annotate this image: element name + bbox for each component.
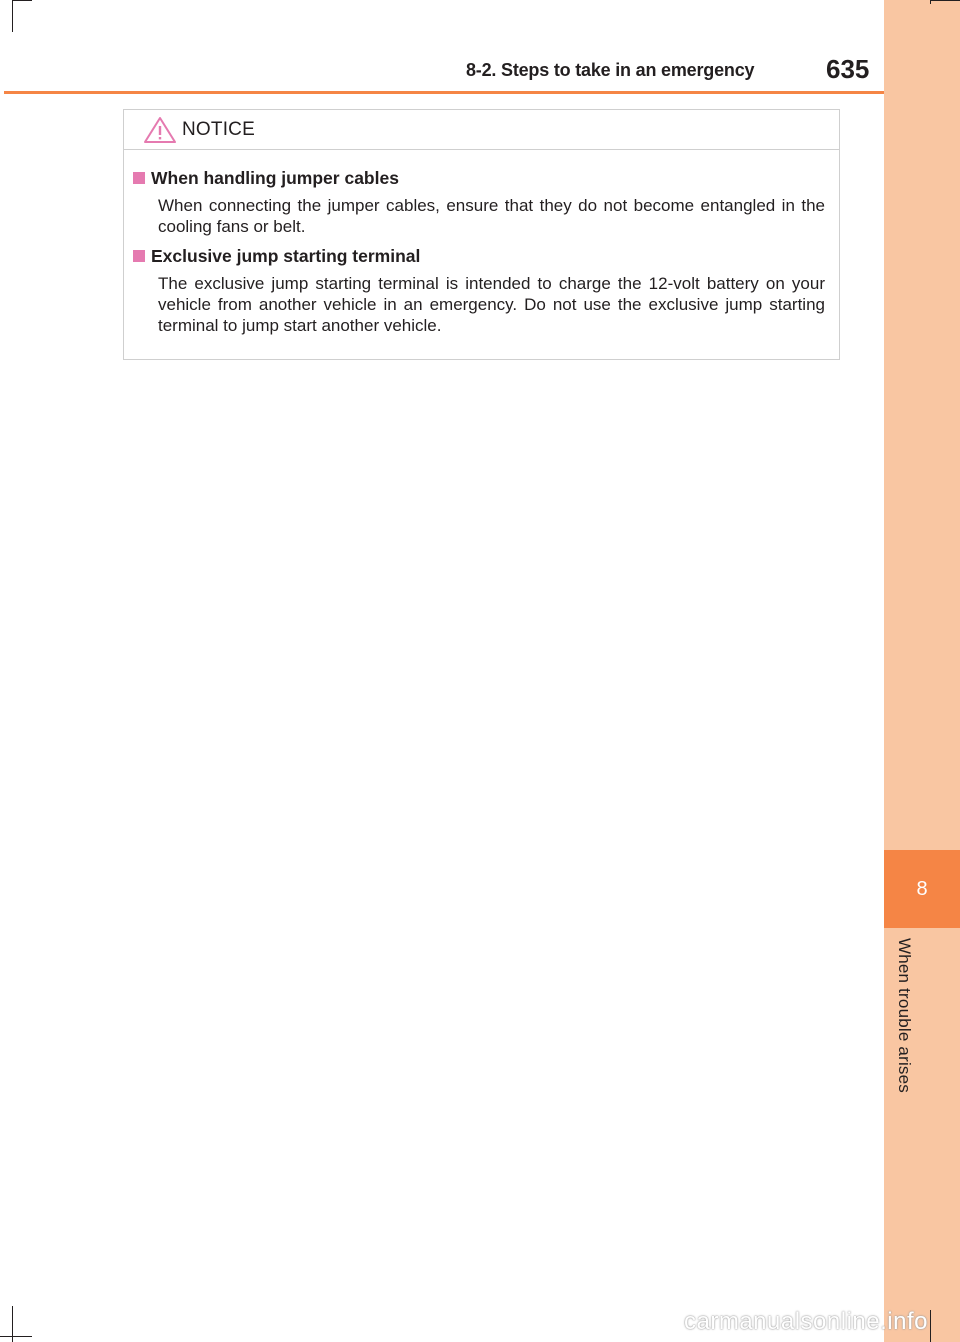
crop-mark-top-left-v — [12, 0, 13, 32]
header-rule — [4, 91, 884, 94]
crop-mark-top-right-v — [930, 0, 931, 4]
crop-mark-bottom-left-h — [0, 1336, 32, 1337]
square-bullet-icon — [133, 250, 145, 262]
section-title: 8-2. Steps to take in an emergency — [466, 60, 755, 80]
notice-item-heading-text: Exclusive jump starting terminal — [151, 246, 421, 266]
crop-mark-top-right-h — [930, 0, 960, 1]
notice-box — [123, 109, 840, 360]
chapter-number: 8 — [916, 877, 928, 900]
notice-header — [124, 110, 839, 150]
notice-item-text: When connecting the jumper cables, ensure that they do not become entangled in the cooling fans or belt. — [158, 196, 825, 236]
crop-mark-bottom-left-v — [12, 1306, 13, 1342]
notice-item-heading — [132, 166, 825, 190]
notice-item-heading — [132, 244, 825, 268]
crop-mark-top-left-h — [12, 0, 32, 1]
warning-triangle-icon — [142, 115, 178, 145]
watermark: carmanualsonline.info — [684, 1308, 928, 1335]
notice-item-heading-text: When handling jumper cables — [151, 168, 399, 188]
notice-body — [124, 150, 839, 336]
square-bullet-icon — [133, 172, 145, 184]
notice-item-text: The exclusive jump starting terminal is intended to charge the 12-volt battery on your vehicle from another vehicle in an emergency. Do not use the exclusive jump starting terminal to jump start another vehicle. — [158, 274, 825, 335]
chapter-tab[interactable] — [884, 850, 960, 928]
chapter-title: When trouble arises — [895, 938, 914, 1093]
notice-title: NOTICE — [182, 118, 255, 140]
side-band — [884, 0, 960, 1342]
page-number: 635 — [826, 54, 870, 84]
crop-mark-bottom-right-v — [930, 1310, 931, 1342]
